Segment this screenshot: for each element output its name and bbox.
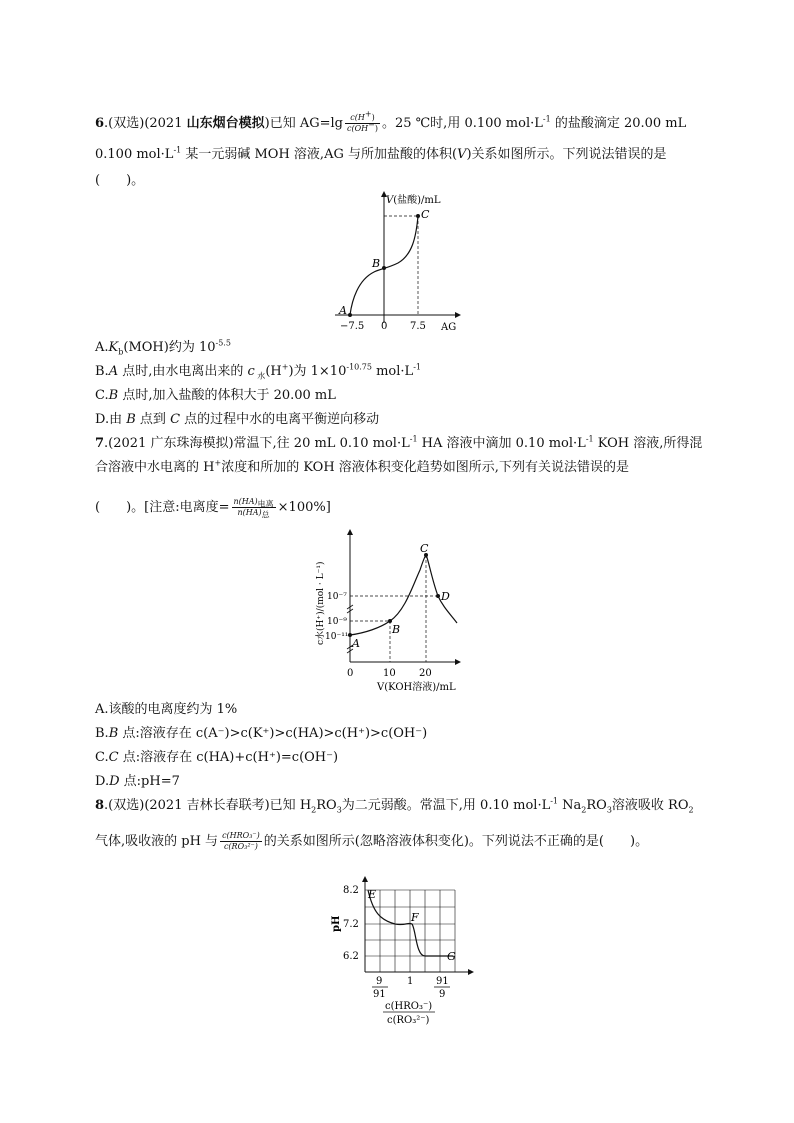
q6-tick-label: 7.5 (410, 321, 426, 332)
q6-point-b (382, 266, 386, 270)
q8-ytick-label: 8.2 (343, 885, 359, 896)
q8-label-e: E (368, 888, 377, 901)
q6-answer-paren: ( )。 (95, 173, 145, 188)
q6-option-c: C.B 点时,加入盐酸的体积大于 20.00 mL (95, 388, 336, 403)
q8-grid (365, 890, 455, 972)
q6-line-1: 6.(双选)(2021 山东烟台模拟)已知 AG=lg $\frac{c(H^+)}{c(OH^-)}$ 。25 ℃时,用 0.100 $mol\cdot L^{-1}$ 的盐酸滴定 20.00 mL (95, 109, 687, 133)
q8-xtick-den: 9 (439, 989, 446, 1000)
q7-line-3: ( )。[注意:电离度= $\frac{n(HA)_{电离}}{n(HA)_总}$ ×100%] (95, 497, 331, 520)
q6-tick-label: 0 (381, 321, 388, 332)
q8-xlabel-den: c(RO₃²⁻) (387, 1015, 430, 1026)
q7-line-2: 合溶液中水电离的 H+浓度和所加的 KOH 溶液体积变化趋势如图所示,下列有关说法错误的是 (95, 458, 629, 475)
q7-ytick-label: 10⁻¹¹ (325, 632, 349, 642)
q7-label-d: D (441, 590, 450, 603)
q7-xtick-label: 10 (383, 668, 396, 679)
q6-tick-label: −7.5 (340, 321, 365, 332)
q8-xtick-num: 9 (376, 976, 383, 987)
q7-option-c: C.C 点:溶液存在 c(HA)+c(H⁺)=c(OH⁻) (95, 750, 339, 765)
q6-label-a: A (339, 304, 347, 317)
q6-xlabel: AG (441, 322, 457, 333)
q7-number: 7 (95, 436, 105, 451)
q6-point-c (416, 214, 420, 218)
q6-number: 6 (95, 116, 105, 131)
q7-point-d (436, 594, 440, 598)
q7-label-b: B (392, 623, 401, 636)
q6-option-a: $A.K_b(MOH)$约为 $10^{-5.5}$ (95, 338, 231, 357)
q6-chart (330, 188, 470, 338)
q8-xlabel-num: c(HRO₃⁻) (385, 1001, 433, 1012)
q7-chart (305, 525, 485, 695)
q6-line-2: 0.100 $mol\cdot L^{-1}$ 某一元弱碱 MOH 溶液,AG 与所加盐酸的体积(V)关系如图所示。下列说法错误的是 (95, 145, 667, 162)
q8-chart (325, 872, 485, 1032)
q7-ytick-label: 10⁻⁷ (327, 592, 347, 602)
q6-label-c: C (421, 208, 430, 221)
q7-option-b: B.B 点:溶液存在 c(A⁻)>c(K⁺)>c(HA)>c(H⁺)>c(OH⁻) (95, 726, 428, 741)
q8-ylabel: pH (331, 915, 342, 932)
q6-point-a (348, 313, 352, 317)
q8-label-g: G (447, 950, 456, 963)
q7-option-a: A.该酸的电离度约为 1% (95, 702, 238, 717)
q7-xtick-label: 20 (419, 668, 432, 679)
q8-xtick-num: 91 (436, 976, 449, 987)
q8-ytick-label: 7.2 (343, 919, 359, 930)
q8-xtick-label: 1 (407, 976, 414, 987)
q7-ytick-label: 10⁻⁹ (327, 617, 347, 627)
q8-ytick-label: 6.2 (343, 951, 359, 962)
q8-number: 8 (95, 798, 105, 813)
q6-label-b: B (372, 257, 381, 270)
q8-line-2: 气体,吸收液的 pH 与 $\frac{\text{c(HRO₃⁻)}}{\text{c(RO₃²⁻)}}$ 的关系如图所示(忽略溶液体积变化)。下列说法不正确的是( )。 (95, 831, 649, 851)
q7-ionization-fraction: $\frac{n(HA)_{电离}}{n(HA)_总}$ (233, 497, 274, 520)
q6-ag-fraction: $\frac{c(H^+)}{c(OH^-)}$ (347, 109, 378, 133)
q8-line-1: 8.(双选)(2021 吉林长春联考)已知 $H_2RO_3$为二元弱酸。常温下,用 0.10 $mol\cdot L^{-1}$ $Na_2RO_3$溶液吸收 $RO_2$ (95, 796, 694, 815)
q7-xtick-label: 0 (347, 668, 354, 679)
q7-label-a: A (352, 637, 360, 650)
q8-label-f: F (411, 911, 419, 924)
q8-ratio-fraction: $\frac{\text{c(HRO₃⁻)}}{\text{c(RO₃²⁻)}}$ (222, 831, 260, 851)
q7-option-d: D.D 点:pH=7 (95, 774, 180, 789)
q6-ylabel: V(盐酸)/mL (386, 195, 441, 206)
q8-xtick-den: 91 (373, 989, 386, 1000)
q7-line-1: 7.(2021 广东珠海模拟)常温下,往 20 mL 0.10 $mol\cdot L^{-1}$ HA 溶液中滴加 0.10 $mol\cdot L^{-1}$ KOH 溶液,所得混 (95, 434, 703, 451)
q7-ylabel: c水(H⁺)/(mol · L⁻¹) (316, 561, 326, 645)
q7-label-c: C (420, 542, 429, 555)
q6-option-d: D.由 B 点到 C 点的过程中水的电离平衡逆向移动 (95, 412, 380, 427)
q6-option-b: B.A 点时,由水电离出来的 c $_水$(H+)为 $1\times 10^{-10.75}$ $mol\cdot L^{-1}$ (95, 362, 421, 381)
q6-source: 山东烟台模拟 (186, 116, 265, 131)
q7-xlabel: V(KOH溶液)/mL (377, 682, 456, 693)
